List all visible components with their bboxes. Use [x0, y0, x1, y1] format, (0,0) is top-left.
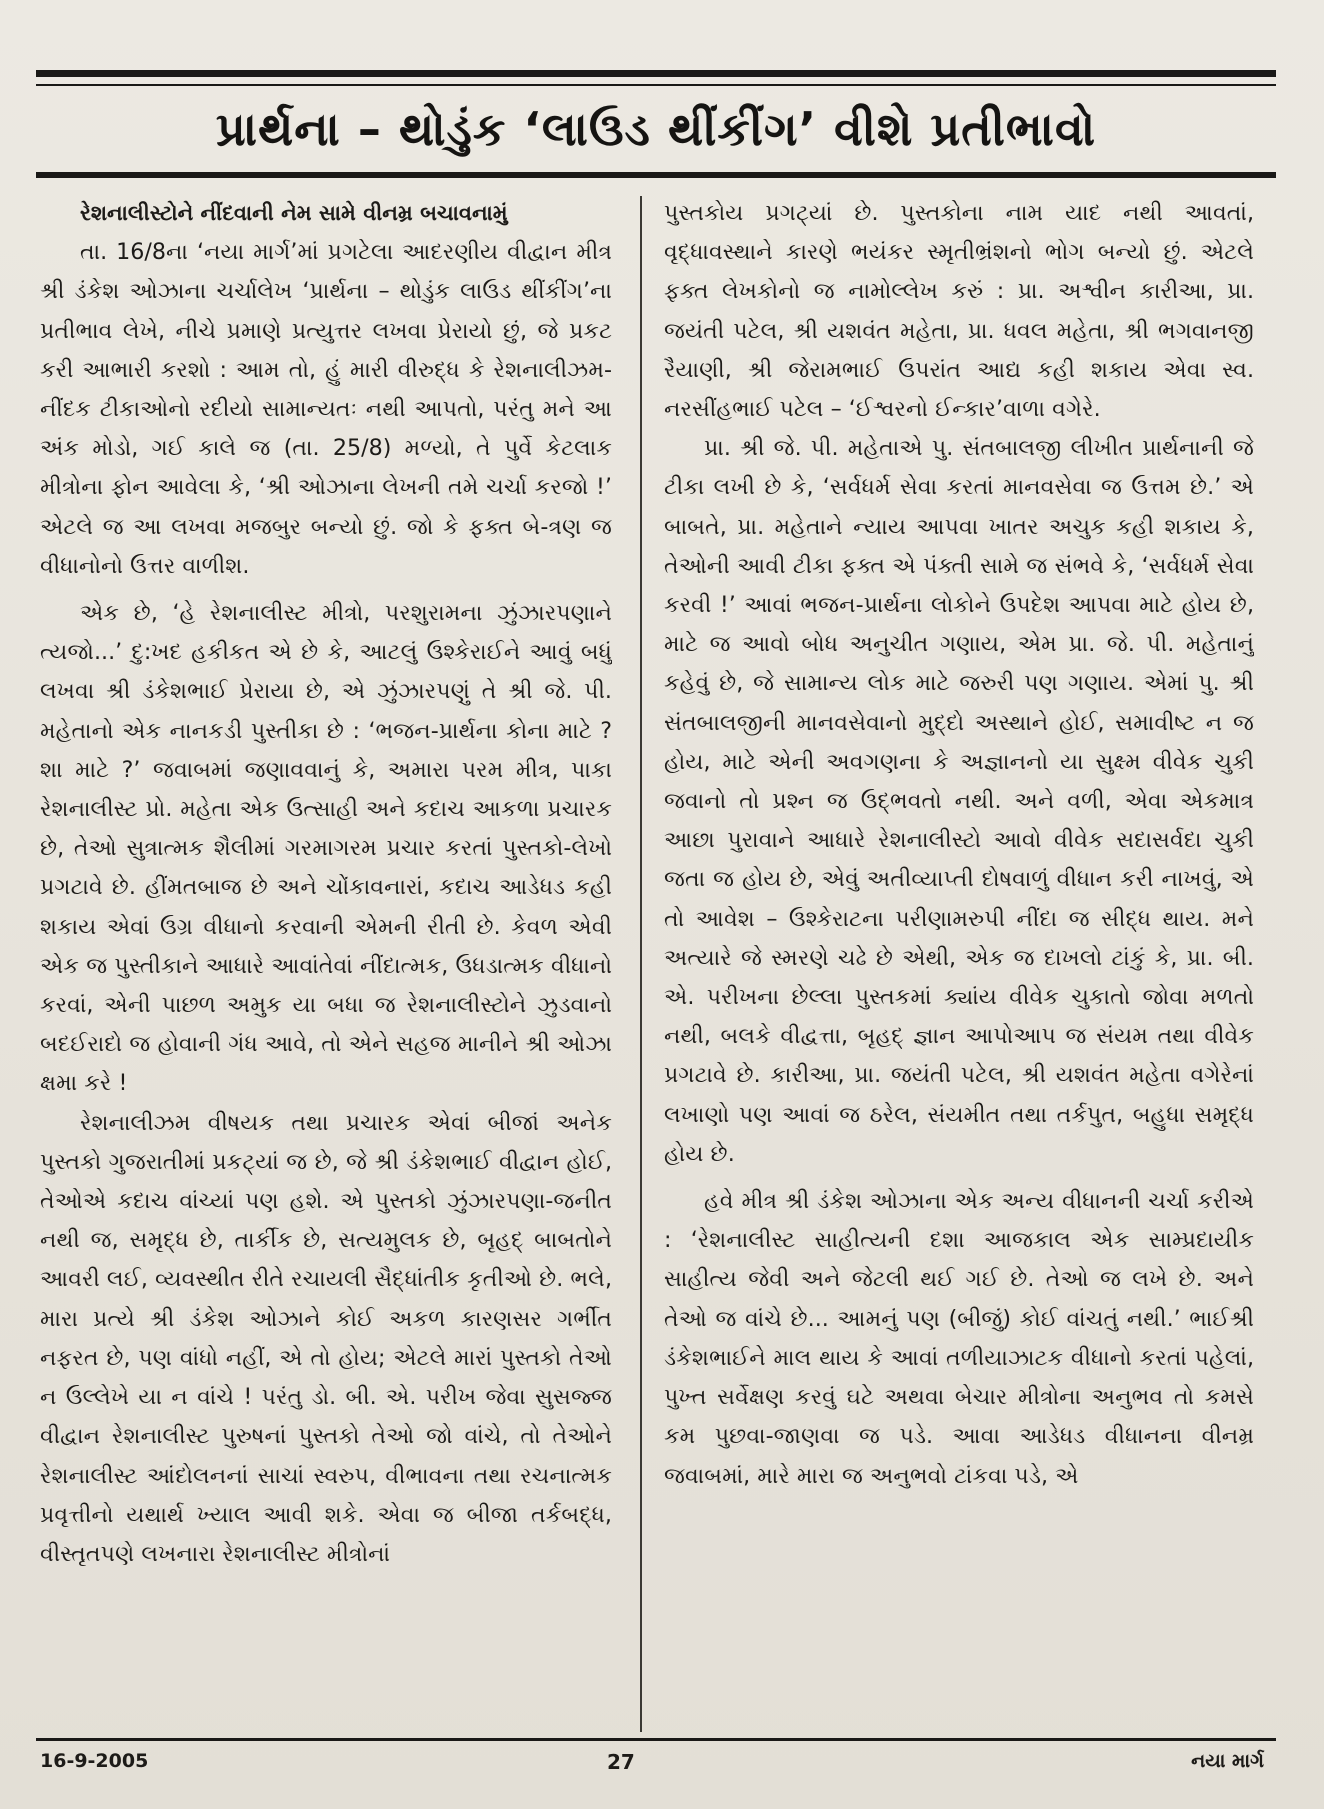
- left-column: [40, 194, 612, 1734]
- magazine-name: નયા માર્ગ: [1191, 1750, 1264, 1772]
- article-subheading: રેશનાલીસ્ટોને નીંદવાની નેમ સામે વીનમ્ર બચાવનામું: [80, 201, 508, 225]
- paragraph: એક છે, ‘હે રેશનાલીસ્ટ મીત્રો, પરશુરામના ઝુંઝારપણાને ત્યજો...’ દુ:ખદ હકીકત એ છે કે, આટલું ઉશ્કેરાઈને આવું બધું લખવા શ્રી ડંકેશભાઈ પ્રેરાયા છે, એ ઝુંઝારપણું તે શ્રી જે. પી. મહેતાનો એક નાનકડી પુસ્તીકા છે : ‘ભજન-પ્રાર્થના કોના માટે ? શા માટે ?’ જવાબમાં જણાવવાનું કે, અમારા પરમ મીત્ર, પાકા રેશનાલીસ્ટ પ્રો. મહેતા એક ઉત્સાહી અને કદાચ આકળા પ્રચારક છે, તેઓ સુત્રાત્મક શૈલીમાં ગરમાગરમ પ્રચાર કરતાં પુસ્તકો-લેખો પ્રગટાવે છે. હીંમતબાજ છે અને ચોંકાવનારાં, કદાચ આડેધડ કહી શકાય એવાં ઉગ્ર વીધાનો કરવાની એમની રીતી છે. કેવળ એવી એક જ પુસ્તીકાને આધારે આવાંતેવાં નીંદાત્મક, ઉધડાત્મક વીધાનો કરવાં, એની પાછળ અમુક યા બધા જ રેશનાલીસ્ટોને ઝુડવાનો બદઈરાદો જ હોવાની ગંધ આવે, તો એને સહજ માનીને શ્રી ઓઝા ક્ષમા કરે !: [40, 600, 612, 1097]
- top-rule-thick: [36, 70, 1276, 77]
- paragraph: રેશનાલીઝમ વીષયક તથા પ્રચારક એવાં બીજાં અનેક પુસ્તકો ગુજરાતીમાં પ્રકટ્યાં જ છે, જે શ્રી ડંકેશભાઈ વીદ્વાન હોઈ, તેઓએ કદાચ વાંચ્યાં પણ હશે. એ પુસ્તકો ઝુંઝારપણા-જનીત નથી જ, સમૃદ્ધ છે, તાર્કીક છે, સત્યમુલક છે, બૃહદ્ બાબતોને આવરી લઈ, વ્યવસ્થીત રીતે રચાયલી સૈદ્ધાંતીક કૃતીઓ છે. ભલે, મારા પ્રત્યે શ્રી ડંકેશ ઓઝાને કોઈ અકળ કારણસર ગર્ભીત નફરત છે, પણ વાંધો નહીં, એ તો હોય; એટલે મારાં પુસ્તકો તેઓ ન ઉલ્લેખે યા ન વાંચે ! પરંતુ ડો. બી. એ. પરીખ જેવા સુસજ્જ વીદ્વાન રેશનાલીસ્ટ પુરુષનાં પુસ્તકો તેઓ જો વાંચે, તો તેઓને રેશનાલીસ્ટ આંદોલનનાં સાચાં સ્વરુપ, વીભાવના તથા રચનાત્મક પ્રવૃત્તીનો યથાર્થ ખ્યાલ આવી શકે. એવા જ બીજા તર્કબદ્ધ, વીસ્તૃતપણે લખનારા રેશનાલીસ્ટ મીત્રોનાં: [40, 1109, 612, 1567]
- footer-date: 16-9-2005: [40, 1750, 149, 1772]
- paragraph: પ્રા. શ્રી જે. પી. મહેતાએ પુ. સંતબાલજી લીખીત પ્રાર્થનાની જે ટીકા લખી છે કે, ‘સર્વધર્મ સેવા કરતાં માનવસેવા જ ઉત્તમ છે.’ એ બાબતે, પ્રા. મહેતાને ન્યાય આપવા ખાતર અચુક કહી શકાય કે, તેઓની આવી ટીકા ફક્ત એ પંક્તી સામે જ સંભવે કે, ‘સર્વધર્મ સેવા કરવી !’ આવાં ભજન-પ્રાર્થના લોકોને ઉપદેશ આપવા માટે હોય છે, માટે જ આવો બોધ અનુચીત ગણાય, એમ પ્રા. જે. પી. મહેતાનું કહેવું છે, જે સામાન્ય લોક માટે જરુરી પણ ગણાય. એમાં પુ. શ્રી સંતબાલજીની માનવસેવાનો મુદ્દો અસ્થાને હોઈ, સમાવીષ્ટ ન જ હોય, માટે એની અવગણના કે અજ્ઞાનનો યા સુક્ષ્મ વીવેક ચુકી જવાનો તો પ્રશ્ન જ ઉદ્ભવતો નથી. અને વળી, એવા એકમાત્ર આછા પુરાવાને આધારે રેશનાલીસ્ટો આવો વીવેક સદાસર્વદા ચુકી જતા જ હોય છે, એવું અતીવ્યાપ્તી દોષવાળું વીધાન કરી નાખવું, એ તો આવેશ – ઉશ્કેરાટના પરીણામરુપી નીંદા જ સીદ્ધ થાય. મને અત્યારે જે સ્મરણે ચઢે છે એથી, એક જ દાખલો ટાંકું કે, પ્રા. બી. એ. પરીખના છેલ્લા પુસ્તકમાં ક્યાંય વીવેક ચુકાતો જોવા મળતો નથી, બલકે વીદ્વત્તા, બૃહદ્ જ્ઞાન આપોઆપ જ સંયમ તથા વીવેક પ્રગટાવે છે. કારીઆ, પ્રા. જયંતી પટેલ, શ્રી યશવંત મહેતા વગેરેનાં લખાણો પણ આવાં જ ઠરેલ, સંયમીત તથા તર્કપુત, બહુધા સમૃદ્ધ હોય છે.: [664, 435, 1254, 1167]
- bottom-rule: [36, 1738, 1276, 1741]
- page-number: 27: [607, 1750, 635, 1774]
- paragraph: હવે મીત્ર શ્રી ડંકેશ ઓઝાના એક અન્ય વીધાનની ચર્ચા કરીએ : ‘રેશનાલીસ્ટ સાહીત્યની દશા આજકાલ એક સામ્પ્રદાયીક સાહીત્ય જેવી અને જેટલી થઈ ગઈ છે. તેઓ જ લખે છે. અને તેઓ જ વાંચે છે... આમનું પણ (બીજું) કોઈ વાંચતું નથી.’ ભાઈશ્રી ડંકેશભાઈને માલ થાય કે આવાં તળીયાઝાટક વીધાનો કરતાં પહેલાં, પુખ્ત સર્વેક્ષણ કરવું ઘટે અથવા બેચાર મીત્રોના અનુભવ તો કમસે કમ પુછવા-જાણવા જ પડે. આવા આડેધડ વીધાનના વીનમ્ર જવાબમાં, મારે મારા જ અનુભવો ટાંકવા પડે, એ: [664, 1188, 1254, 1489]
- paragraph: પુસ્તકોય પ્રગટ્યાં છે. પુસ્તકોના નામ યાદ નથી આવતાં, વૃદ્ધાવસ્થાને કારણે ભયંકર સ્મૃતીભ્રંશનો ભોગ બન્યો છું. એટલે ફક્ત લેખકોનો જ નામોલ્લેખ કરું : પ્રા. અશ્વીન કારીઆ, પ્રા. જયંતી પટેલ, શ્રી યશવંત મહેતા, પ્રા. ધવલ મહેતા, શ્રી ભગવાનજી રૈયાણી, શ્રી જેરામભાઈ ઉપરાંત આદ્ય કહી શકાય એવા સ્વ. નરસીંહભાઈ પટેલ – ‘ઈશ્વરનો ઈન્કાર’વાળા વગેરે.: [664, 200, 1254, 423]
- column-divider: [640, 196, 642, 1732]
- right-column: [664, 194, 1254, 1734]
- title-underline-rule: [36, 172, 1276, 178]
- top-rule-thin: [36, 84, 1276, 86]
- paragraph: તા. 16/8ના ‘નયા માર્ગ’માં પ્રગટેલા આદરણીય વીદ્વાન મીત્ર શ્રી ડંકેશ ઓઝાના ચર્ચાલેખ ‘પ્રાર્થના – થોડુંક લાઉડ થીંકીંગ’ના પ્રતીભાવ લેખે, નીચે પ્રમાણે પ્રત્યુત્તર લખવા પ્રેરાયો છું, જે પ્રકટ કરી આભારી કરશો : આમ તો, હું મારી વીરુદ્ધ કે રેશનાલીઝમ-નીંદક ટીકાઓનો રદીયો સામાન્યતઃ નથી આપતો, પરંતુ મને આ અંક મોડો, ગઈ કાલે જ (તા. 25/8) મળ્યો, તે પુર્વે કેટલાક મીત્રોના ફોન આવેલા કે, ‘શ્રી ઓઝાના લેખની તમે ચર્ચા કરજો !’ એટલે જ આ લખવા મજબુર બન્યો છું. જો કે ફક્ત બે-ત્રણ જ વીધાનોનો ઉત્તર વાળીશ.: [40, 239, 612, 579]
- article-title: પ્રાર્થના – થોડુંક ‘લાઉડ થીંકીંગ’ વીશે પ્રતીભાવો: [215, 102, 1097, 156]
